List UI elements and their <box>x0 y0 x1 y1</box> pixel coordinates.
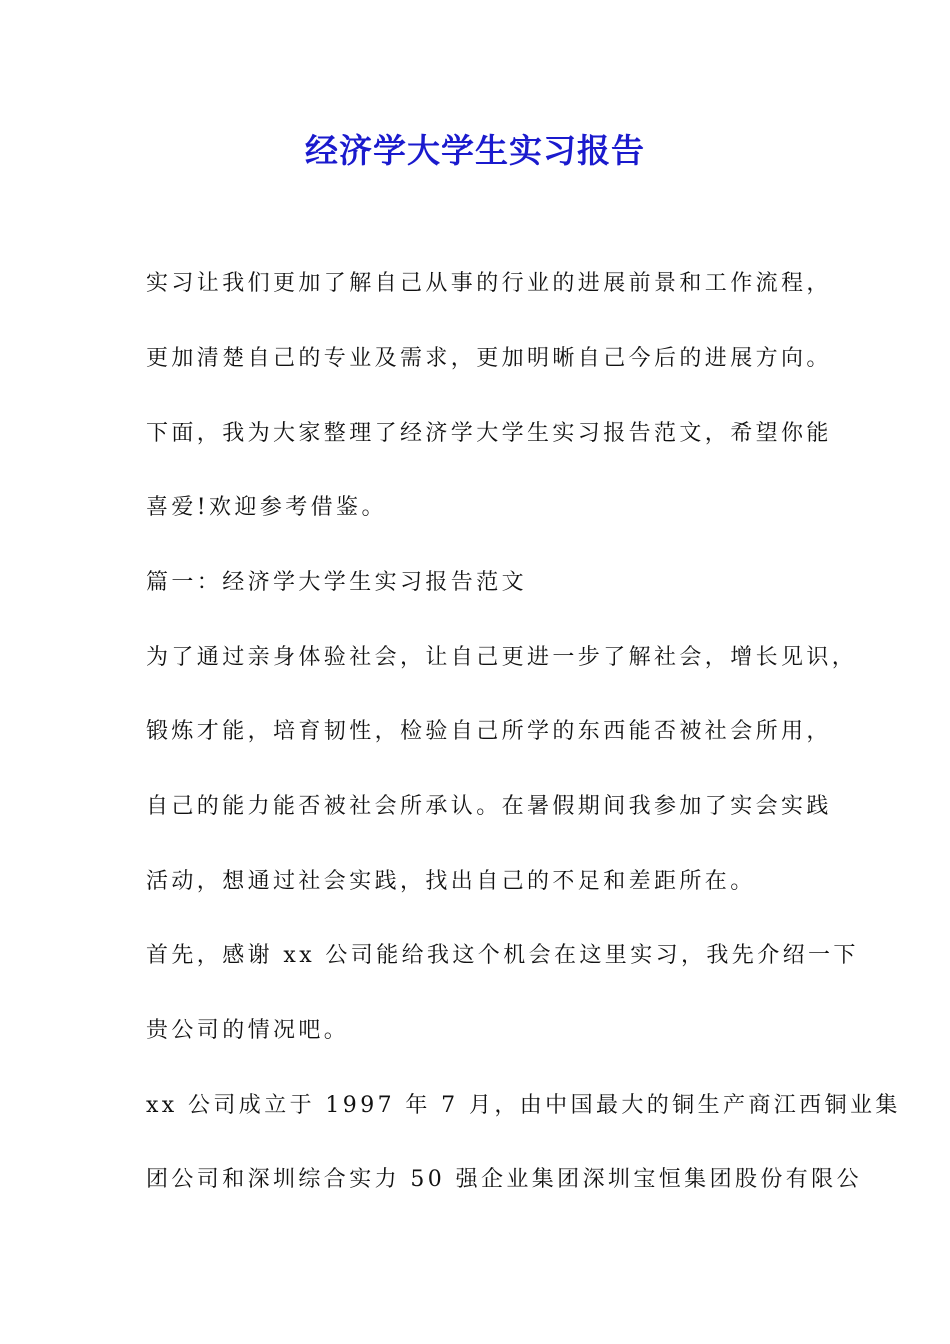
body-line: 活动，想通过社会实践，找出自己的不足和差距所在。 <box>146 869 756 894</box>
body-line: 为了通过亲身体验社会，让自己更进一步了解社会，增长见识， <box>146 645 858 670</box>
body-line: 实习让我们更加了解自己从事的行业的进展前景和工作流程， <box>146 271 832 296</box>
body-line: xx 公司成立于 1997 年 7 月，由中国最大的铜生产商江西铜业集 <box>146 1093 901 1118</box>
body-line: 喜爱!欢迎参考借鉴。 <box>146 495 387 520</box>
body-line: 首先，感谢 xx 公司能给我这个机会在这里实习，我先介绍一下 <box>146 943 859 968</box>
body-line: 团公司和深圳综合实力 50 强企业集团深圳宝恒集团股份有限公 <box>146 1167 862 1192</box>
document-title: 经济学大学生实习报告 <box>305 131 645 170</box>
body-line: 贵公司的情况吧。 <box>146 1018 350 1043</box>
body-line: 下面，我为大家整理了经济学大学生实习报告范文，希望你能 <box>146 421 832 446</box>
section-heading: 篇一：经济学大学生实习报告范文 <box>146 570 528 595</box>
body-line: 更加清楚自己的专业及需求，更加明晰自己今后的进展方向。 <box>146 346 832 371</box>
body-line: 自己的能力能否被社会所承认。在暑假期间我参加了实会实践 <box>146 794 832 819</box>
body-line: 锻炼才能，培育韧性，检验自己所学的东西能否被社会所用， <box>146 719 832 744</box>
